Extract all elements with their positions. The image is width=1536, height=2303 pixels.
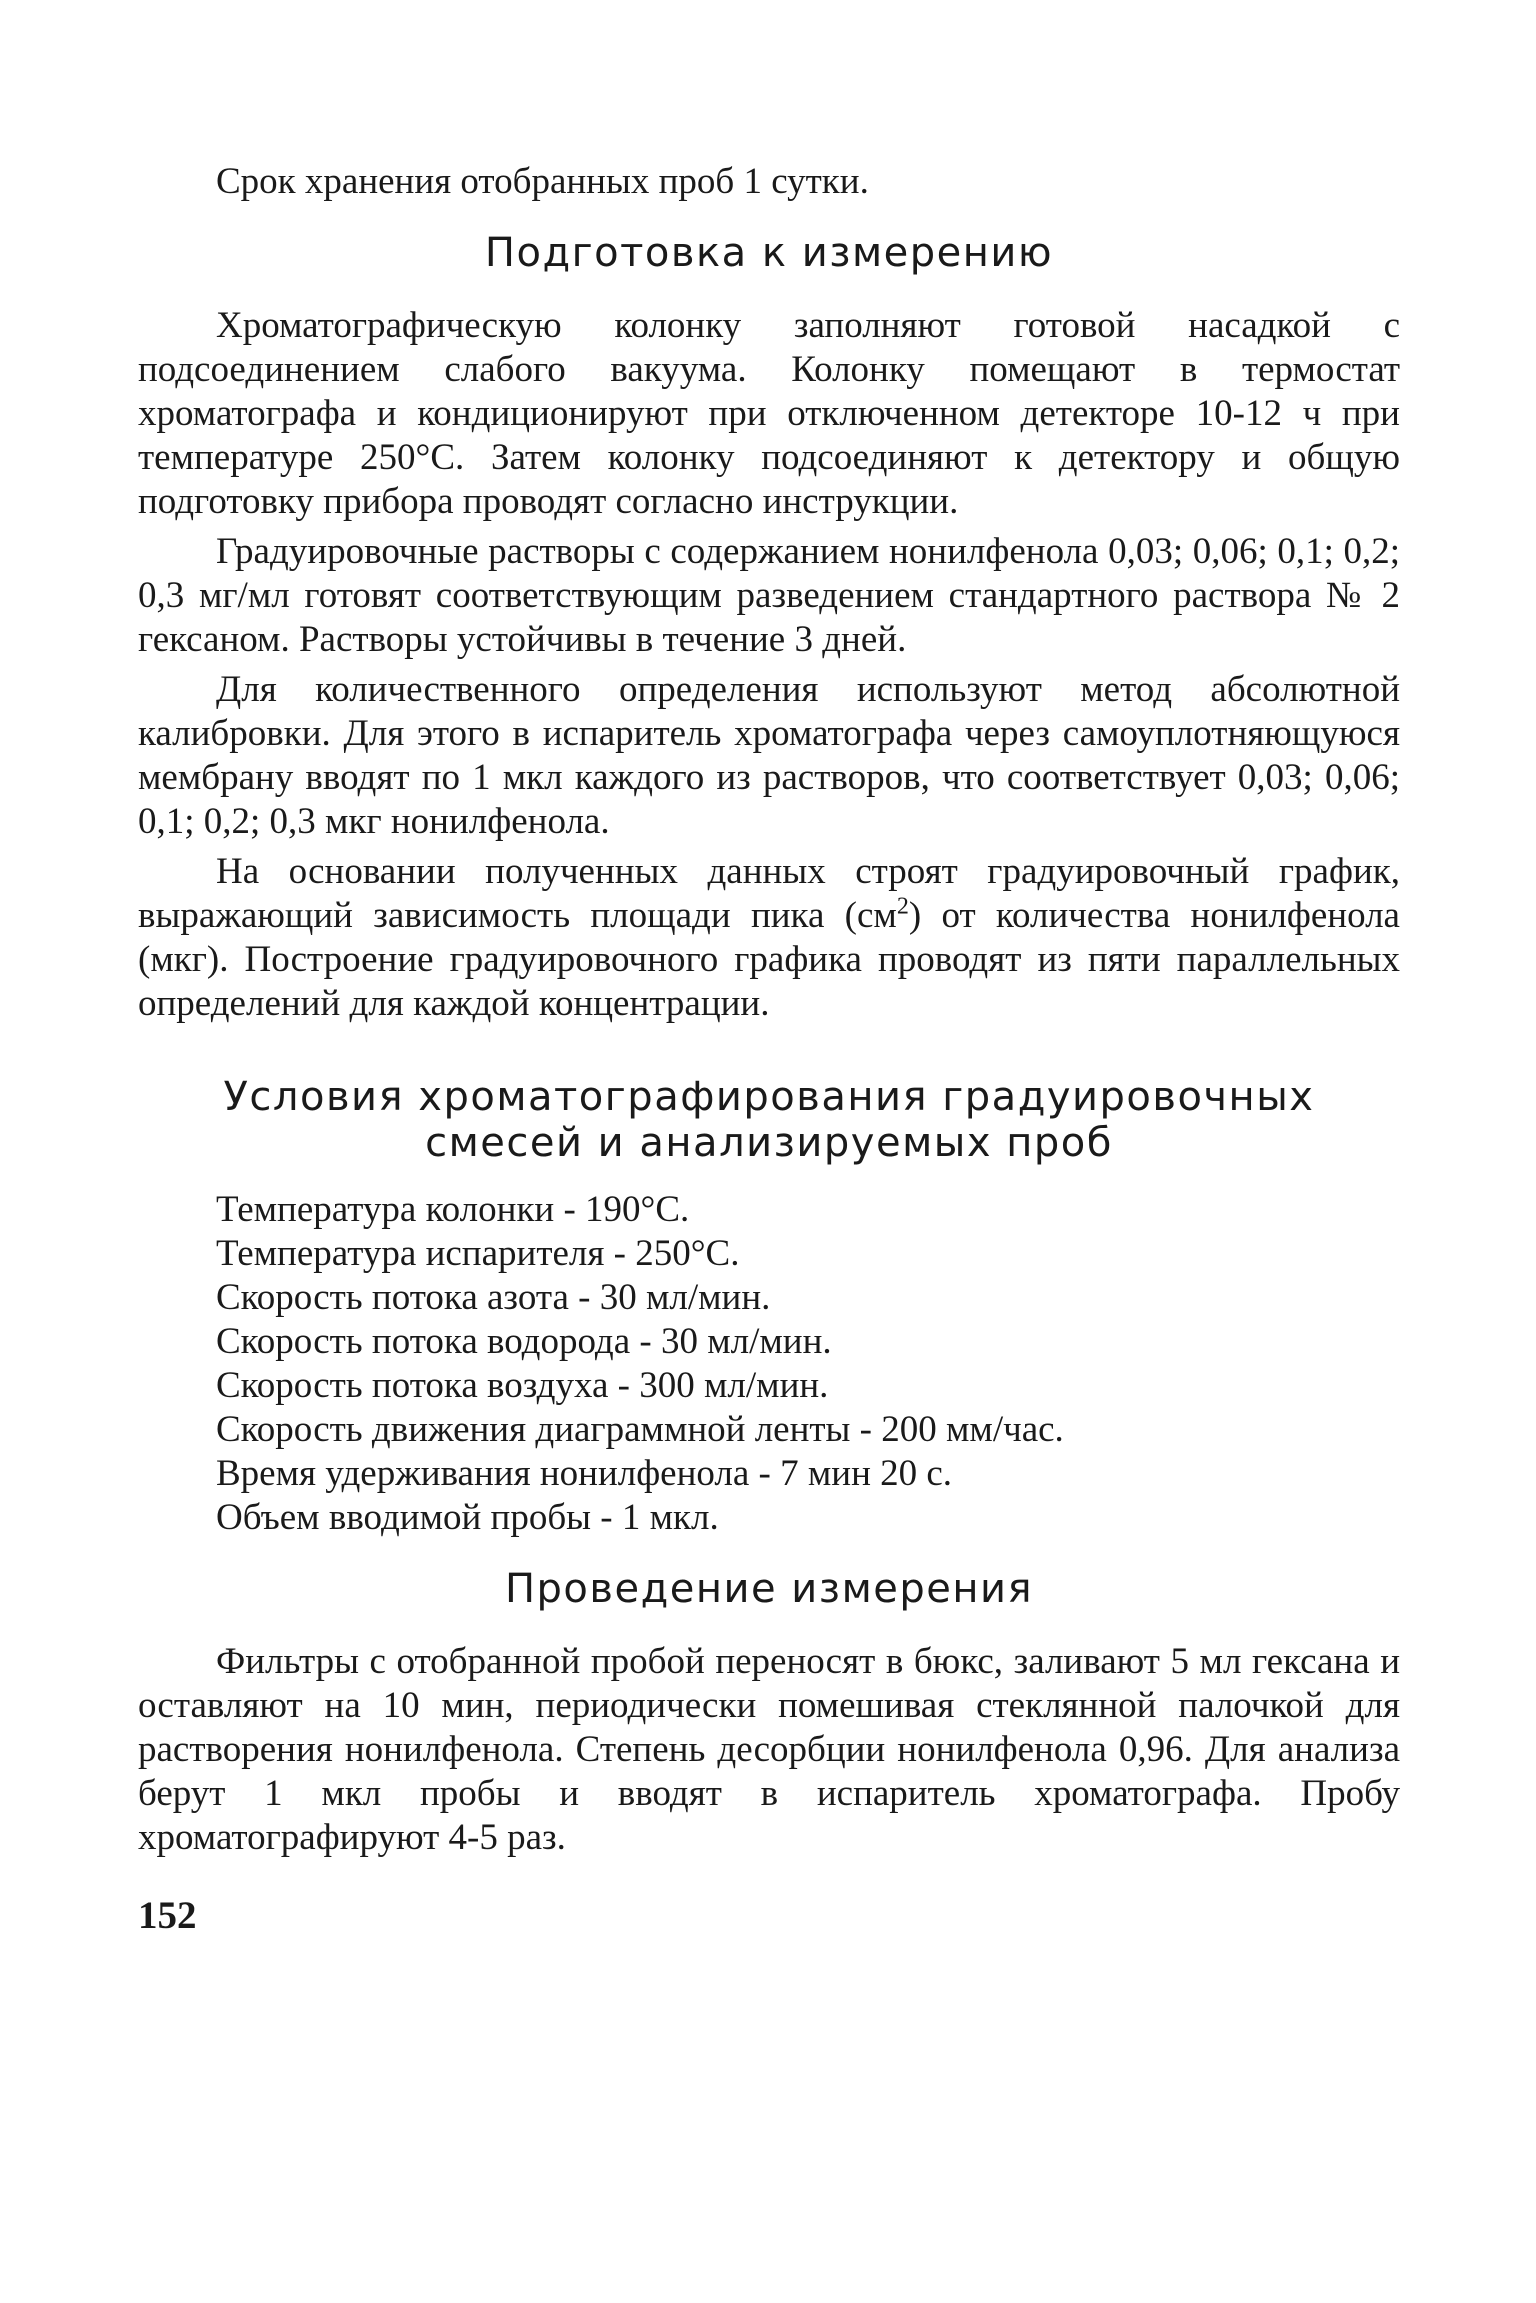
condition-item: Объем вводимой пробы - 1 мкл. bbox=[216, 1497, 719, 1538]
condition-item: Скорость потока воздуха - 300 мл/мин. bbox=[216, 1365, 829, 1406]
conditions-list bbox=[138, 1188, 1400, 1540]
paragraph-column-preparation: Хроматографическую колонку заполняют готовой насадкой с подсоединением слабого вакуума. Колонку помещают в термостат хроматографа и кондиционируют при отключенном детекторе 10-12 ч при температуре 250°С. Затем колонку подсоединяют к детектору и общую подготовку прибора проводят согласно инструкции. bbox=[138, 305, 1400, 522]
condition-item: Скорость движения диаграммной ленты - 200 мм/час. bbox=[216, 1409, 1064, 1450]
superscript-2: 2 bbox=[896, 893, 909, 920]
section-title-measurement: Проведение измерения bbox=[504, 1566, 1034, 1612]
condition-item: Температура испарителя - 250°С. bbox=[216, 1233, 740, 1274]
paragraph-calibration-solutions: Градуировочные растворы с содержанием нонилфенола 0,03; 0,06; 0,1; 0,2; 0,3 мг/мл готовят соответствующим разведением стандартного раствора № 2 гексаном. Растворы устойчивы в течение 3 дней. bbox=[138, 531, 1400, 660]
condition-item: Время удерживания нонилфенола - 7 мин 20 с. bbox=[216, 1453, 953, 1494]
graph-text-end: ) от количества нонилфенола (мкг). Построение градуировочного графика проводят из пяти параллельных определений для каждой концентрации. bbox=[138, 895, 1400, 1024]
page-number: 152 bbox=[138, 1894, 197, 1937]
paragraph-measurement: Фильтры с отобранной пробой переносят в бюкс, заливают 5 мл гексана и оставляют на 10 мин, периодически помешивая стеклянной палочкой для растворения нонилфенола. Степень десорбции нонилфенола 0,96. Для анализа берут 1 мкл пробы и вводят в испаритель хроматографа. Пробу хроматографируют 4-5 раз. bbox=[138, 1641, 1400, 1858]
section-title-conditions-line2: смесей и анализируемых проб bbox=[425, 1120, 1113, 1166]
condition-item: Температура колонки - 190°С. bbox=[216, 1189, 690, 1230]
document-page bbox=[138, 160, 1400, 1938]
paragraph-absolute-calibration: Для количественного определения используют метод абсолютной калибровки. Для этого в испаритель хроматографа через самоуплотняющуюся мембрану вводят по 1 мкл каждого из растворов, что соответствует 0,03; 0,06; 0,1; 0,2; 0,3 мкг нонилфенола. bbox=[138, 669, 1400, 842]
condition-item: Скорость потока азота - 30 мл/мин. bbox=[216, 1277, 771, 1318]
condition-item: Скорость потока водорода - 30 мл/мин. bbox=[216, 1321, 832, 1362]
section-title-preparation: Подготовка к измерению bbox=[484, 230, 1054, 276]
storage-note: Срок хранения отобранных проб 1 сутки. bbox=[216, 161, 869, 202]
section-title-conditions-line1: Условия хроматографирования градуировочных bbox=[223, 1074, 1315, 1120]
section-title-conditions bbox=[138, 1074, 1400, 1166]
paragraph-calibration-graph bbox=[138, 850, 1400, 1026]
graph-text-start: На основании полученных данных строят градуировочный график, выражающий зависимость площади пика (см bbox=[138, 851, 1400, 936]
